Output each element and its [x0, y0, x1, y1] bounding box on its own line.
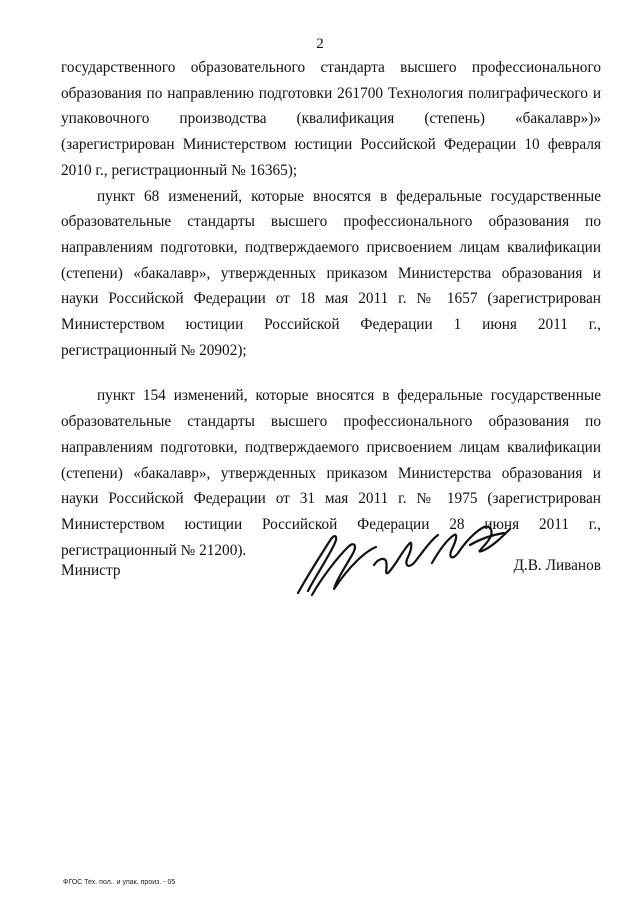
paragraph-item-154: пункт 154 изменений, которые вносятся в федеральные государственные образовательные стандарты высшего профессионального образования по направлениям подготовки, подтверждаемого присвоением лицам квалификации (степени) «бакалавр», утвержденных приказом Министерства образования и науки Российской Федерации от 31 мая 2011 г. № 1975 (зарегистрирован Министерством юстиции Российской Федерации 28 июня 2011 г., регистрационный № 21200).: [61, 387, 601, 559]
paragraph-continuation: государственного образовательного стандарта высшего профессионального образования по направлению подготовки 261700 Технология полиграфического и упаковочного производства (квалификация (степень) «бакалавр»)» (зарегистрирован Министерством юстиции Российской Федерации 10 февраля 2010 г., регистрационный № 16365);: [61, 59, 601, 179]
paragraph-spacer: [61, 363, 601, 383]
document-body: [61, 55, 601, 563]
paragraph-item-68: пункт 68 изменений, которые вносятся в федеральные государственные образовательные стандарты высшего профессионального образования по направлениям подготовки, подтверждаемого присвоением лицам квалификации (степени) «бакалавр», утвержденных приказом Министерства образования и науки Российской Федерации от 18 мая 2011 г. № 1657 (зарегистрирован Министерством юстиции Российской Федерации 1 июня 2011 г., регистрационный № 20902);: [61, 187, 601, 359]
footer-note: ФГОС Тех. пол.. и упак. произ. - 05: [63, 879, 176, 886]
handwritten-signature: [226, 505, 526, 605]
signer-title: Министр: [61, 562, 121, 579]
signer-name: Д.В. Ливанов: [513, 557, 601, 574]
signature-block: [61, 505, 601, 605]
page-number: 2: [316, 36, 324, 52]
